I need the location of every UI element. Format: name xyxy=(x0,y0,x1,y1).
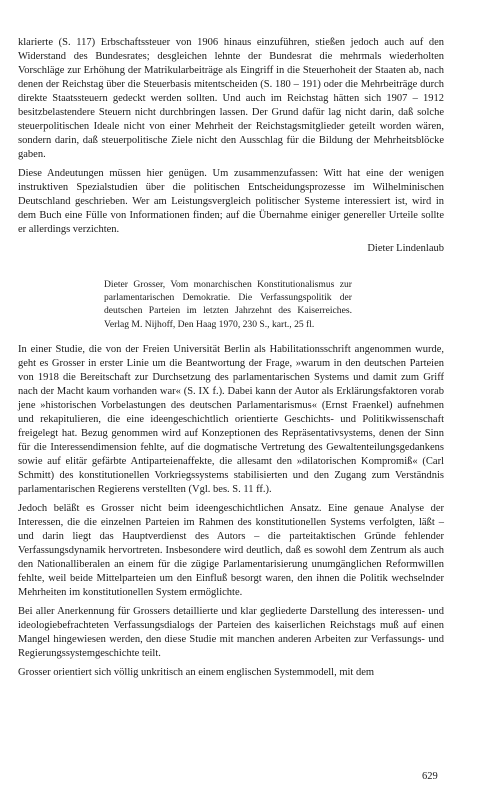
review-author-signature: Dieter Lindenlaub xyxy=(367,243,444,254)
paragraph-continuation: klarierte (S. 117) Erbschaftssteuer von 1906 hinaus einzuführen, stießen jedoch auch auf den Widerstand des Bundesrates; desgleichen lehnte der Bundesrat die mehrmals wiederholten Vorschläge zur Erhöhung der Matrikularbeiträge als Eingriff in die Steuerhoheit der Staaten ab, nach denen der Reichstag über die Steuerbasis mitentscheiden (S. 180 – 191) oder die Mehrbeiträge durch direkte Staatssteuern gedeckt werden sollten. Und auch im Reichstag hätten sich 1907 – 1912 besitzbelastendere Steuern nicht durchbringen lassen. Der Grund dafür lag nicht darin, daß solche steuerpolitischen Ideale nicht von einer Mehrheit der Reichstagsmitglieder geteilt worden wären, sondern darin, daß steuerpolitische Ziele nicht den Ausschlag für die Bildung der Mehrheitsblöcke gaben. xyxy=(18,37,444,160)
paragraph-final: Grosser orientiert sich völlig unkritisch an einem englischen Systemmodell, mit dem xyxy=(18,666,375,678)
paragraph-critique: Bei aller Anerkennung für Grossers detaillierte und klar gegliederte Darstellung des interessen- und ideologiebefrachteten Verfassungsdialogs der Parteien des kaiserlichen Reichstags muß auf einen Mangel hingewiesen werden, den diese Studie mit manchen anderen Arbeiten zur Verfassungs- und Regierungssystemgeschichte teilt. xyxy=(18,605,444,659)
paragraph-intro: In einer Studie, die von der Freien Universität Berlin als Habilitationsschrift angenommen wurde, geht es Grosser in erster Linie um die Beantwortung der Frage, »warum in den deutschen Parteien von 1918 die Bereitschaft zur Durchsetzung des parlamentarischen Systems und damit zum Griff nach der Macht kaum vorhanden war« (S. IX f.). Dabei kann der Autor als Erklärungsfaktoren vorab jene »historischen Vorbelastungen des deutschen Parlamentarismus« (Ernst Fraenkel) aufnehmen und rekapitulieren, die eine ideengeschichtlich orientierte Geschichts- und Politikwissenschaft freigelegt hat. Bezug genommen wird auf Konzeptionen des Repräsentativsystems, denen der Sinn für die Interessendimension fehlte, auf die dogmatische Vertretung des Gewaltenteilungsgedankens sowie auf elitär gefärbte Antiparteienaffekte, die allesamt den »dilatorischen Kompromiß« (Carl Schmitt) des konstitutionellen Vorkriegssystems stabilisierten und den Zugang zum Verständnis parlamentarischen Regierens verstellten (Vgl. bes. S. 11 ff.). xyxy=(18,343,444,495)
paragraph-analysis: Jedoch beläßt es Grosser nicht beim ideengeschichtlichen Ansatz. Eine genaue Analyse der Interessen, die die einzelnen Parteien im Rahmen des konstitutionellen Systems verfolgten, läßt – und darin liegt das Hauptverdienst des Autors – die parteitaktischen Gründe fehlender Verfassungsdynamik hervortreten. Insbesondere wird deutlich, daß es sowohl dem Zentrum als auch den Nationalliberalen an einem für die zügige Parlamentarisierung unumgänglichen Reformwillen fehlte, weil beide Mittelparteien um den Einfluß besorgt waren, den ihnen die Politik wechselnder Mehrheiten im konstitutionellen System ermöglichte. xyxy=(18,502,444,598)
book-reference: Dieter Grosser, Vom monarchischen Konstitutionalismus zur parlamentarischen Demokratie. Die Verfassungspolitik der deutschen Parteien im letzten Jahrzehnt des Kaiserreiches. Verlag M. Nijhoff, Den Haag 1970, 230 S., kart., 25 fl. xyxy=(104,279,352,330)
page-content xyxy=(18,36,444,685)
page-number: 629 xyxy=(422,771,438,782)
paragraph-summary: Diese Andeutungen müssen hier genügen. Um zusammenzufassen: Witt hat eine der wenigen instruktiven Spezialstudien über die politischen Entscheidungsprozesse im Wilhelminischen Deutschland geschrieben. Wer am Leistungsvergleich politischer Systeme interessiert ist, wird in dem Buch eine Fülle von Informationen finden; auf die Übernahme einiger genereller Urteile sollte er allerdings verzichten. xyxy=(18,168,444,235)
